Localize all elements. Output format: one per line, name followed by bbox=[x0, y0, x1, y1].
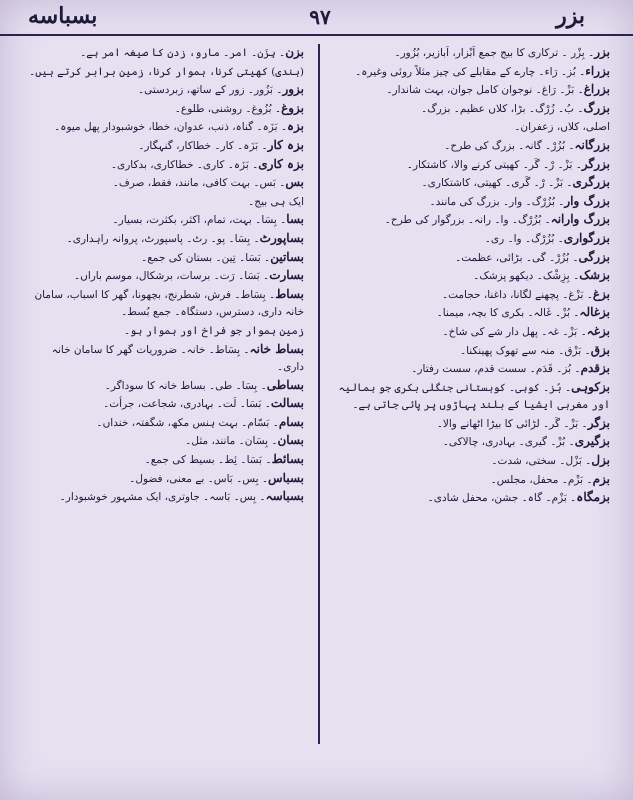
dictionary-entry bbox=[24, 341, 304, 377]
entry-definition: ۔ بِسَا۔ طی۔ بساط خانہ کا سوداگر۔ bbox=[104, 379, 267, 392]
entry-definition: ۔ بُز۔ کوہی۔ کوہستانی جنگلی بکری جو ہمالیہ اور مغربی ایشیا کے بلند پہاڑوں پر پائی جاتی ہے۔ bbox=[338, 381, 610, 412]
right-column bbox=[330, 44, 610, 774]
entry-headword: بساطی bbox=[266, 377, 304, 392]
entry-definition: ۔ بِسَا۔ پو۔ رٹ۔ پاسپورٹ، پروانہ راہداری۔ bbox=[66, 232, 260, 245]
entry-definition: ۔ بَسَا۔ لَت۔ بہادری، شجاعت، جرأت۔ bbox=[103, 398, 271, 411]
dictionary-entry bbox=[330, 249, 610, 268]
entry-definition: ۔ بَزْ۔ رَاغ۔ نوجوان کامل جوان، بہت شاندار۔ bbox=[386, 84, 584, 97]
dictionary-entry bbox=[330, 471, 610, 490]
entry-definition: ۔ بُزْ۔ غَالہ۔ بکری کا بچہ، میمنا۔ bbox=[436, 307, 580, 320]
entry-headword: بسباس bbox=[268, 470, 304, 485]
entry-headword: بزق bbox=[590, 342, 610, 357]
dictionary-entry bbox=[330, 137, 610, 156]
entry-headword: بزرگ وارانہ bbox=[550, 212, 610, 227]
dictionary-entry bbox=[24, 193, 304, 212]
entry-headword: بساط bbox=[275, 286, 304, 301]
entry-headword: بسا bbox=[286, 212, 304, 227]
dictionary-entry bbox=[24, 156, 304, 175]
dictionary-entry bbox=[24, 322, 304, 341]
entry-definition: ۔ بَسّام۔ بہت ہنس مکھ، شگفتہ، خنداں۔ bbox=[96, 416, 279, 429]
entry-headword: بزور bbox=[282, 82, 304, 97]
entry-definition: ۔ بِسَاط۔ فرش، شطرنج، بچھونا، گھر کا اسباب، سامان خانہ داری، دسترس، دستگاہ۔ جمع بُسط۔ bbox=[34, 288, 304, 319]
entry-definition: ۔ بِس۔ بَاسہ۔ جاوتری، ایک مشہور خوشبودار۔ bbox=[59, 491, 266, 504]
dictionary-entry bbox=[330, 452, 610, 471]
entry-definition: اصلی، کلاں، زعفران۔ bbox=[514, 121, 610, 134]
dictionary-entry bbox=[330, 379, 610, 415]
entry-headword: بسباسہ bbox=[265, 489, 304, 504]
entry-headword: بزمگاہ bbox=[576, 490, 610, 505]
dictionary-entry bbox=[24, 211, 304, 230]
entry-headword: بسام bbox=[278, 414, 304, 429]
entry-definition: ۔ بَسَا۔ تِین۔ بستان کی جمع۔ bbox=[141, 251, 271, 264]
entry-headword: بساپورٹ bbox=[259, 230, 304, 245]
entry-definition: ۔ بَزْ۔ رْ۔ گَر۔ کھیتی کرنے والا، کاشتکار۔ bbox=[406, 158, 582, 171]
dictionary-entry bbox=[330, 174, 610, 193]
dictionary-entry bbox=[330, 304, 610, 323]
column-divider bbox=[318, 44, 320, 744]
entry-headword: بزراء bbox=[585, 63, 610, 78]
entry-definition: ۔ بَزُور۔ زور کے ساتھ، زبردستی۔ bbox=[137, 84, 283, 97]
dictionary-entry bbox=[330, 415, 610, 434]
dictionary-entry bbox=[24, 286, 304, 322]
entry-definition: ۔ بَسَا۔ ئِط۔ بسیط کی جمع۔ bbox=[144, 454, 272, 467]
entry-headword: بزگر bbox=[587, 415, 610, 430]
dictionary-entry bbox=[330, 433, 610, 452]
entry-definition: ۔ بَزْ۔ گَر۔ لڑائی کا بیڑا اٹھانے والا۔ bbox=[436, 417, 588, 430]
entry-definition: ۔ بِسَا۔ بہت، تمام، اکثر، بکثرت، بسیار۔ bbox=[112, 214, 287, 227]
dictionary-entry bbox=[24, 451, 304, 470]
entry-definition: ۔ بَزْق۔ منہ سے تھوک پھینکنا۔ bbox=[459, 344, 591, 357]
entry-definition: ۔ بُزُرْگ۔ وار۔ بزرگ کی مانند۔ bbox=[429, 195, 565, 208]
entry-headword: بس bbox=[285, 175, 304, 190]
entry-headword: بزرگی bbox=[578, 249, 610, 264]
dictionary-entry bbox=[24, 488, 304, 507]
entry-definition: ۔ بُزُرْگ۔ وا۔ ری۔ bbox=[484, 232, 564, 245]
entry-headword: بزگیری bbox=[574, 434, 610, 449]
entry-definition: ۔ بُزُرْ۔ گانہ۔ بزرگ کی طرح۔ bbox=[444, 139, 575, 152]
dictionary-entry bbox=[330, 63, 610, 82]
entry-headword: بزرگ bbox=[583, 100, 610, 115]
entry-headword: بساتین bbox=[270, 249, 304, 264]
dictionary-entry bbox=[330, 81, 610, 100]
entry-headword: بزر bbox=[594, 45, 610, 59]
dictionary-entry bbox=[24, 249, 304, 268]
entry-definition: (ہندی) کھیتی کرنا، ہموار کرنا، زمین برابر کرتے ہیں۔ bbox=[29, 65, 304, 78]
entry-headword: بزہ کاری bbox=[258, 156, 304, 171]
entry-definition: ۔ بَزَہ۔ کاری۔ خطاکاری، بدکاری۔ bbox=[110, 158, 259, 171]
entry-headword: بزل bbox=[591, 453, 610, 468]
entry-definition: ۔ بَزَہ۔ گناہ، ذنب، عدوان، خطا، خوشبودار پھل میوہ۔ bbox=[54, 121, 287, 134]
entry-headword: بسائط bbox=[271, 452, 304, 467]
entry-definition: ۔ بَزْ۔ غہ۔ پھل دار شے کی شاخ۔ bbox=[442, 325, 587, 338]
dictionary-entry bbox=[330, 489, 610, 508]
entry-definition: ۔ بِسَان۔ مانند، مثل۔ bbox=[185, 435, 278, 448]
dictionary-entry bbox=[330, 286, 610, 305]
entry-headword: بزن bbox=[285, 45, 304, 59]
entry-headword: بزراغ bbox=[583, 82, 610, 97]
entry-headword: بزرگر bbox=[581, 156, 610, 171]
entry-definition: ۔ بُز۔ قَدَم۔ سست قدم، سست رفتار۔ bbox=[411, 363, 581, 376]
dictionary-entry bbox=[330, 100, 610, 119]
dictionary-entry bbox=[24, 267, 304, 286]
dictionary-entry bbox=[24, 414, 304, 433]
entry-headword: بزشک bbox=[579, 268, 610, 283]
entry-definition: ۔ بَزْل۔ سختی، شدت۔ bbox=[491, 455, 592, 468]
dictionary-entry bbox=[24, 174, 304, 193]
dictionary-entry bbox=[24, 230, 304, 249]
entry-definition: ۔ بُزُوغ۔ روشنی، طلوع۔ bbox=[174, 102, 282, 115]
dictionary-entry bbox=[24, 470, 304, 489]
dictionary-entry bbox=[24, 44, 304, 63]
entry-definition: ۔ بُزْ۔ گیری۔ بہادری، چالاکی۔ bbox=[442, 436, 575, 449]
entry-headword: بزوغ bbox=[281, 100, 304, 115]
dictionary-entry bbox=[24, 63, 304, 82]
entry-definition: ۔ بِس۔ بَاس۔ بے معنی، فضول۔ bbox=[129, 472, 269, 485]
dictionary-entry bbox=[330, 118, 610, 137]
entry-definition: ۔ بُز۔ رَاء۔ چارے کے مقابلے کی چیز مثلاً روئی وغیرہ۔ bbox=[355, 65, 586, 78]
entry-headword: بزم bbox=[592, 471, 610, 486]
dictionary-entry bbox=[24, 395, 304, 414]
dictionary-entry bbox=[330, 193, 610, 212]
entry-headword: بزہ bbox=[287, 119, 304, 134]
dictionary-entry bbox=[330, 323, 610, 342]
dictionary-entry bbox=[330, 267, 610, 286]
entry-definition: ۔ بِزَن۔ امر۔ مارو، زدن کا صیغہ امر ہے۔ bbox=[80, 47, 286, 59]
entry-definition: ۔ بَزْم۔ گاہ۔ جشن، محفل شادی۔ bbox=[427, 492, 577, 505]
entry-headword: بزغالہ bbox=[579, 305, 610, 320]
entry-headword: بزرگانہ bbox=[574, 137, 610, 152]
entry-headword: بساط خانہ bbox=[249, 341, 304, 356]
dictionary-entry bbox=[330, 230, 610, 249]
dictionary-entry bbox=[24, 137, 304, 156]
entry-headword: بزرگ وار bbox=[564, 193, 610, 208]
entry-headword: بزرگواری bbox=[563, 230, 610, 245]
dictionary-entry bbox=[330, 211, 610, 230]
entry-definition: ۔ بِزْر ۔ ترکاری کا بیج جمع اَبْزار، اَبازیر، بُزُور۔ bbox=[394, 47, 595, 59]
dictionary-entry bbox=[24, 100, 304, 119]
entry-headword: بسان bbox=[277, 433, 304, 448]
entry-definition: ۔ بَزَہ۔ کار۔ خطاکار، گنہگار۔ bbox=[138, 139, 268, 152]
dictionary-entry bbox=[330, 360, 610, 379]
entry-headword: بسالت bbox=[270, 396, 304, 411]
entry-definition: ایک ہی بیج۔ bbox=[248, 195, 304, 208]
dictionary-entry bbox=[24, 81, 304, 100]
entry-definition: زمین ہموار جو فراخ اور ہموار ہو۔ bbox=[124, 324, 304, 337]
dictionary-entry bbox=[330, 342, 610, 361]
dictionary-entry bbox=[330, 44, 610, 63]
dictionary-entry bbox=[24, 377, 304, 396]
entry-definition: ۔ بُزُرْ۔ گی۔ بڑائی، عظمت۔ bbox=[455, 251, 579, 264]
entry-definition: ۔ بُ۔ زُرْگ۔ بڑا، کلاں عظیم۔ بزرگ۔ bbox=[421, 102, 584, 115]
entry-definition: ۔ بَزْ۔ رْ۔ گَری۔ کھیتی، کاشتکاری۔ bbox=[421, 177, 573, 190]
dictionary-entry bbox=[330, 156, 610, 175]
entry-headword: بسارت bbox=[269, 268, 304, 283]
entry-definition: ۔ بَسَا۔ رَت۔ برسات، برشکال، موسم باراں۔ bbox=[73, 270, 270, 283]
entry-definition: ۔ بَزْغ۔ پچھنے لگانا، داغنا، حجامت۔ bbox=[441, 288, 593, 301]
dictionary-entry bbox=[24, 118, 304, 137]
entry-definition: ۔ بِزِشْک۔ دیکھو پزشک۔ bbox=[473, 270, 580, 283]
header-right-word: بزر bbox=[556, 3, 585, 29]
entry-headword: بزغہ bbox=[586, 323, 610, 338]
entry-definition: ۔ بَس۔ بہت کافی، مانند، فقط، صرف۔ bbox=[112, 177, 286, 190]
left-column bbox=[24, 44, 304, 774]
entry-headword: بزرگری bbox=[572, 175, 610, 190]
header-left-word: بسباسه bbox=[28, 3, 98, 29]
entry-headword: بزقدم bbox=[580, 361, 610, 376]
page-number: ۹۷ bbox=[309, 5, 331, 29]
entry-headword: بزہ کار bbox=[267, 137, 304, 152]
entry-headword: بزکوہی bbox=[571, 379, 610, 394]
dictionary-entry bbox=[24, 432, 304, 451]
entry-definition: ۔ بُزُرْگ۔ وا۔ رانہ۔ بزرگوار کی طرح۔ bbox=[384, 214, 551, 227]
entry-headword: بزغ bbox=[592, 286, 610, 301]
page-header bbox=[0, 0, 633, 36]
entry-definition: ۔ بِسَاط۔ خانہ۔ ضروریات گھر کا سامان خانہ داری۔ bbox=[51, 343, 304, 374]
entry-definition: ۔ بَزْم۔ محفل، مجلس۔ bbox=[490, 473, 593, 486]
